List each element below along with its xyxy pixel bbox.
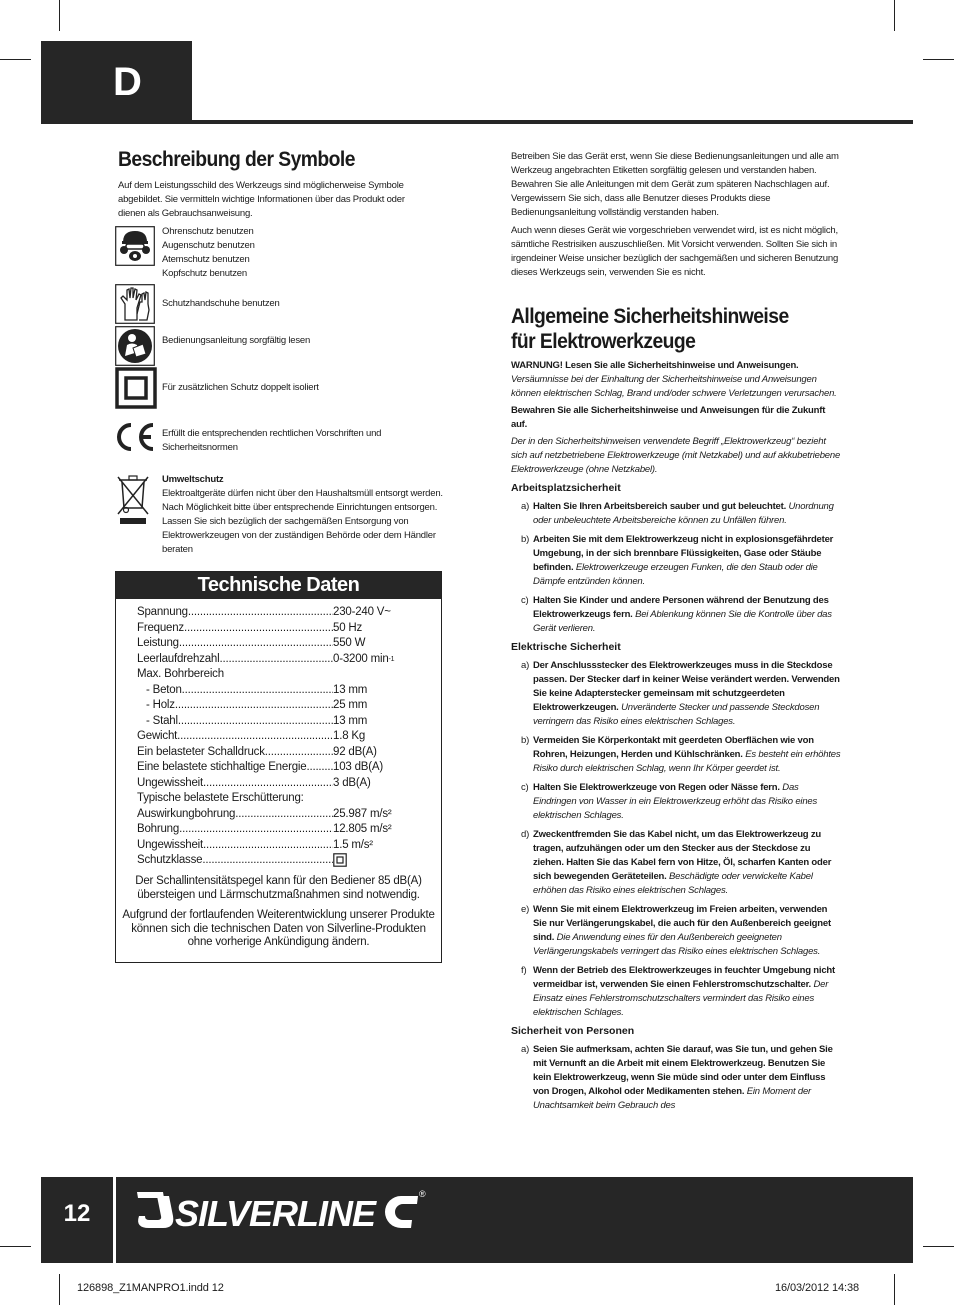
safety-item [511,659,841,729]
crop-mark [923,1246,954,1247]
section-tab: D [41,41,192,124]
spec-value: 12.805 m/s² [333,823,392,835]
item-explanation: Elektrowerkzeuge erzeugen Funken, die den Staub oder die Dämpfe entzünden können. [533,562,818,587]
item-instruction: Halten Sie Ihren Arbeitsbereich sauber und gut beleuchtet. [533,501,787,512]
spec-label: Frequenz ..... [137,621,333,637]
intro-paragraph-1: Betreiben Sie das Gerät erst, wenn Sie diese Bedienungsanleitungen und alle am Werkzeug angebrachten Etiketten sorgfältig gelesen und verstanden haben. Bewahren Sie alle Anleitungen mit dem Gerät zum späteren Nachschlagen auf. Vergewissern Sie sich, dass alle Benutzer dieses Produkts diese Bedienungsanleitung vollständig verstanden haben. [511,151,839,218]
spec-label: Leistung ..... [137,636,333,652]
spec-value: 92 dB(A) [333,745,377,758]
spec-label: Ungewissheit ..... [137,838,333,854]
crop-mark [0,59,31,60]
spec-row [137,621,417,637]
item-letter: f) [521,965,527,976]
safety-sections [511,481,841,1113]
crop-mark [59,0,60,31]
safety-item [511,500,841,528]
ppe-list: Ohrenschutz benutzen Augenschutz benutzen Atemschutz benutzen Kopfschutz benutzen [162,226,255,279]
spec-label: Spannung ..... [137,605,333,621]
item-explanation: Unordnung oder unbeleuchtete Arbeitsbereiche können zu Unfällen führen. [533,501,834,526]
crop-mark [0,1246,31,1247]
safety-item [511,734,841,776]
item-letter: c) [521,595,529,606]
spec-label: - Stahl ..... [137,714,333,730]
item-letter: d) [521,829,530,840]
term-definition: Der in den Sicherheitshinweisen verwendete Begriff „Elektrowerkzeug“ bezieht sich auf netzbetriebene Elektrowerkzeuge (mit Netzkabel) und auf akkubetriebene Elektrowerkzeuge (ohne Netzkabel). [511,436,841,475]
print-file-info: 126898_Z1MANPRO1.indd 12 [77,1282,224,1294]
safety-item [511,828,841,898]
item-instruction: Arbeiten Sie mit dem Elektrowerkzeug nicht in explosionsgefährdeter Umgebung, in der sich brennbare Flüssigkeiten, Gase oder Stäube befinden. [533,534,834,573]
spec-row [137,729,417,745]
item-letter: a) [521,1044,530,1055]
ce-label: Erfüllt die entsprechenden rechtlichen Vorschriften und Sicherheitsnormen [162,428,382,453]
item-instruction: Zweckentfremden Sie das Kabel nicht, um das Elektrowerkzeug zu tragen, aufzuhängen oder um den Stecker aus der Steckdose zu ziehen. Halten Sie das Kabel fern von Hitze, Öl, scharfen Kanten oder sich bewegenden Geräteteilen. [533,829,832,882]
registered-mark: ® [419,1189,426,1199]
item-letter: c) [521,782,529,793]
header-rule [41,120,913,124]
item-explanation: Der Einsatz eines Fehlerstromschutzschalters vermindert das Risiko eines elektrischen Schlages. [533,979,829,1018]
footer-separator [113,1177,116,1263]
environment-block [162,473,452,557]
item-instruction: Halten Sie Elektrowerkzeuge von Regen oder Nässe fern. [533,782,780,793]
item-explanation: Ein Moment der Unachtsamkeit beim Gebrauch des [533,1086,812,1111]
spec-value: 50 Hz [333,621,363,634]
keep-instructions: Bewahren Sie alle Sicherheitshinweise und Anweisungen für die Zukunft auf. [511,405,826,430]
section-heading: Sicherheit von Personen [511,1025,635,1037]
safety-item [511,781,841,823]
spec-value: 25.987 m/s² [333,807,392,820]
spec-value: 3 dB(A) [333,776,371,789]
item-instruction: Der Anschlussstecker des Elektrowerkzeuges muss in die Steckdose passen. Der Stecker darf in keiner Weise verändert werden. Verwenden Sie keine Adapterstecker gemeinsam mit schutzgeerdeten Elektrowerkzeugen. [533,660,840,713]
item-letter: e) [521,904,530,915]
spec-unit-exponent: -1 [388,655,395,663]
safety-column [511,150,841,1113]
environment-title: Umweltschutz [162,474,224,485]
spec-row [137,714,417,730]
spec-label: Eine belastete stichhaltige Energie ..... [137,760,333,776]
spec-row [137,760,417,776]
safety-title: Allgemeine Sicherheitshinweise für Elektrowerkzeuge [511,305,789,353]
spec-value: 13 mm [333,683,368,696]
symbols-section [118,148,448,221]
manual-label: Bedienungsanleitung sorgfältig lesen [162,335,311,346]
safety-item [511,903,841,959]
spec-value: 230-240 V~ [333,606,391,618]
warning-consequence: Versäumnisse bei der Einhaltung der Sicherheitshinweise und Anweisungen können elektrischen Schlag, Brand und/oder schwere Verletzungen verursachen. [511,374,837,399]
item-letter: a) [521,501,530,512]
ppe-icon [115,226,155,266]
crop-mark [894,1274,895,1305]
spec-value: 0-3200 min [333,652,389,665]
item-instruction: Vermeiden Sie Körperkontakt mit geerdeten Oberflächen wie von Rohren, Heizungen, Herden und Kühlschränken. [533,735,814,760]
brand-wordmark: SILVERLINE [175,1193,376,1234]
weee-bin-icon [115,474,151,526]
item-explanation: Unveränderte Stecker und passende Steckdosen verringern das Risiko eines elektrischen Schlages. [533,702,820,727]
spec-change-note: Aufgrund der fortlaufenden Weiterentwicklung unserer Produkte können sich die technischen Daten von Silverline-Produkten ohne vorherige Ankündigung ändern. [122,909,435,948]
safety-item [511,594,841,636]
section-heading: Arbeitsplatzsicherheit [511,482,621,494]
item-explanation: Beschädigte oder verwickelte Kabel erhöhen das Risiko eines elektrischen Schlages. [533,871,813,896]
double-insulated-label: Für zusätzlichen Schutz doppelt isoliert [162,382,319,393]
gloves-label: Schutzhandschuhe benutzen [162,298,280,309]
spec-value: 25 mm [333,699,368,711]
spec-label: Ein belasteter Schalldruck ..... [137,745,333,761]
spec-label: Schutzklasse ..... [137,853,333,871]
item-explanation: Bei Ablenkung können Sie die Kontrolle über das Gerät verlieren. [533,609,832,634]
item-explanation: Die Anwendung eines für den Außenbereich geeigneten Verlängerungskabels verringert das Risiko eines elektrischen Schlages. [533,932,821,957]
ce-icon [111,420,157,454]
crop-mark [923,59,954,60]
spec-row [137,652,417,668]
noise-note: Der Schallintensitätspegel kann für den Bediener 85 dB(A) übersteigen und Lärmschutzmaßnahmen sind notwendig. [135,875,422,901]
page-number: 12 [63,1200,91,1227]
spec-row [137,853,417,871]
item-explanation: Es besteht ein erhöhtes Risiko durch elektrischen Schlag, wenn Ihr Körper geerdet ist. [533,749,841,774]
crop-mark [59,1274,60,1305]
tech-data-box [115,571,442,963]
spec-row [137,776,417,792]
spec-value: 1.8 Kg [333,730,366,742]
item-instruction: Halten Sie Kinder und andere Personen während der Benutzung des Elektrowerkzeugs fern. [533,595,829,620]
spec-label: Bohrung ..... [137,822,333,838]
item-letter: b) [521,534,530,545]
warning-text: WARNUNG! Lesen Sie alle Sicherheitshinweise und Anweisungen. [511,360,799,371]
spec-label: Typische belastete Erschütterung: [137,792,304,804]
print-date-info: 16/03/2012 14:38 [775,1282,860,1294]
spec-row [137,745,417,761]
safety-item [511,1043,841,1113]
safety-item [511,533,841,589]
silverline-logo [133,1186,433,1234]
spec-row [137,791,417,807]
item-letter: b) [521,735,530,746]
spec-row [137,636,417,652]
symbols-title: Beschreibung der Symbole [118,148,355,171]
environment-text: Elektroaltgeräte dürfen nicht über den Haushaltsmüll entsorgt werden. Nach Möglichkeit bitte über entsprechende Einrichtungen entsorgen. Lassen Sie sich bezüglich der sachgemäßen Entsorgung von Elektrowerkzeugen von der zuständigen Behörde oder dem Händler beraten [162,488,443,555]
spec-row [137,838,417,854]
spec-label: Ungewissheit ..... [137,776,333,792]
double-insulated-icon [115,367,157,409]
read-manual-icon [115,326,155,366]
spec-label: - Beton ..... [137,683,333,699]
safety-item [511,964,841,1020]
spec-label: Gewicht ..... [137,729,333,745]
spec-value: 1.5 m/s² [333,838,373,851]
item-letter: a) [521,660,530,671]
spec-row [137,807,417,823]
intro-paragraph-2: Auch wenn dieses Gerät wie vorgeschrieben verwendet wird, ist es nicht möglich, sämtliche Restrisiken auszuschließen. Mit Vorsicht verwenden. Sollten Sie sich in irgendeiner Weise unsicher bezüglich der sachgemäßen und sicheren Benutzung dieses Werkzeugs sein, verwenden Sie es nicht. [511,225,839,278]
spec-value: 550 W [333,637,366,649]
tech-spec-list [137,605,417,871]
item-instruction: Seien Sie aufmerksam, achten Sie darauf, was Sie tun, und gehen Sie mit Vernunft an die Arbeit mit einem Elektrowerkzeug. Benutzen Sie kein Elektrowerkzeug, wenn Sie müde sind oder unter dem Einfluss von Drogen, Alkohol oder Medikamenten stehen. [533,1044,833,1097]
item-explanation: Das Eindringen von Wasser in ein Elektrowerkzeug erhöht das Risiko eines elektrischen Schlages. [533,782,818,821]
spec-row [137,667,417,683]
item-instruction: Wenn der Betrieb des Elektrowerkzeuges in feuchter Umgebung nicht vermeidbar ist, verwenden Sie einen Fehlerstromschutzschalter. [533,965,835,990]
spec-value: 13 mm [333,714,368,727]
spec-row [137,683,417,699]
spec-row [137,822,417,838]
spec-row [137,605,417,621]
spec-label: Leerlaufdrehzahl ..... [137,652,333,668]
spec-label: - Holz ..... [137,698,333,714]
item-instruction: Wenn Sie mit einem Elektrowerkzeug im Freien arbeiten, verwenden Sie nur Verlängerungskabel, die auch für den Außenbereich geeignet sind. [533,904,831,943]
symbols-intro: Auf dem Leistungsschild des Werkzeugs sind möglicherweise Symbole abgebildet. Sie vermitteln wichtige Informationen über das Produkt oder dienen als Gebrauchsanweisung. [118,180,405,219]
spec-label: Auswirkungbohrung ..... [137,807,333,823]
spec-value: 103 dB(A) [333,761,383,773]
spec-label: Max. Bohrbereich [137,668,224,680]
spec-row [137,698,417,714]
crop-mark [894,0,895,31]
tech-data-title: Technische Daten [116,572,441,599]
gloves-icon [115,284,155,324]
double-insulated-icon [333,853,347,871]
section-heading: Elektrische Sicherheit [511,641,621,653]
